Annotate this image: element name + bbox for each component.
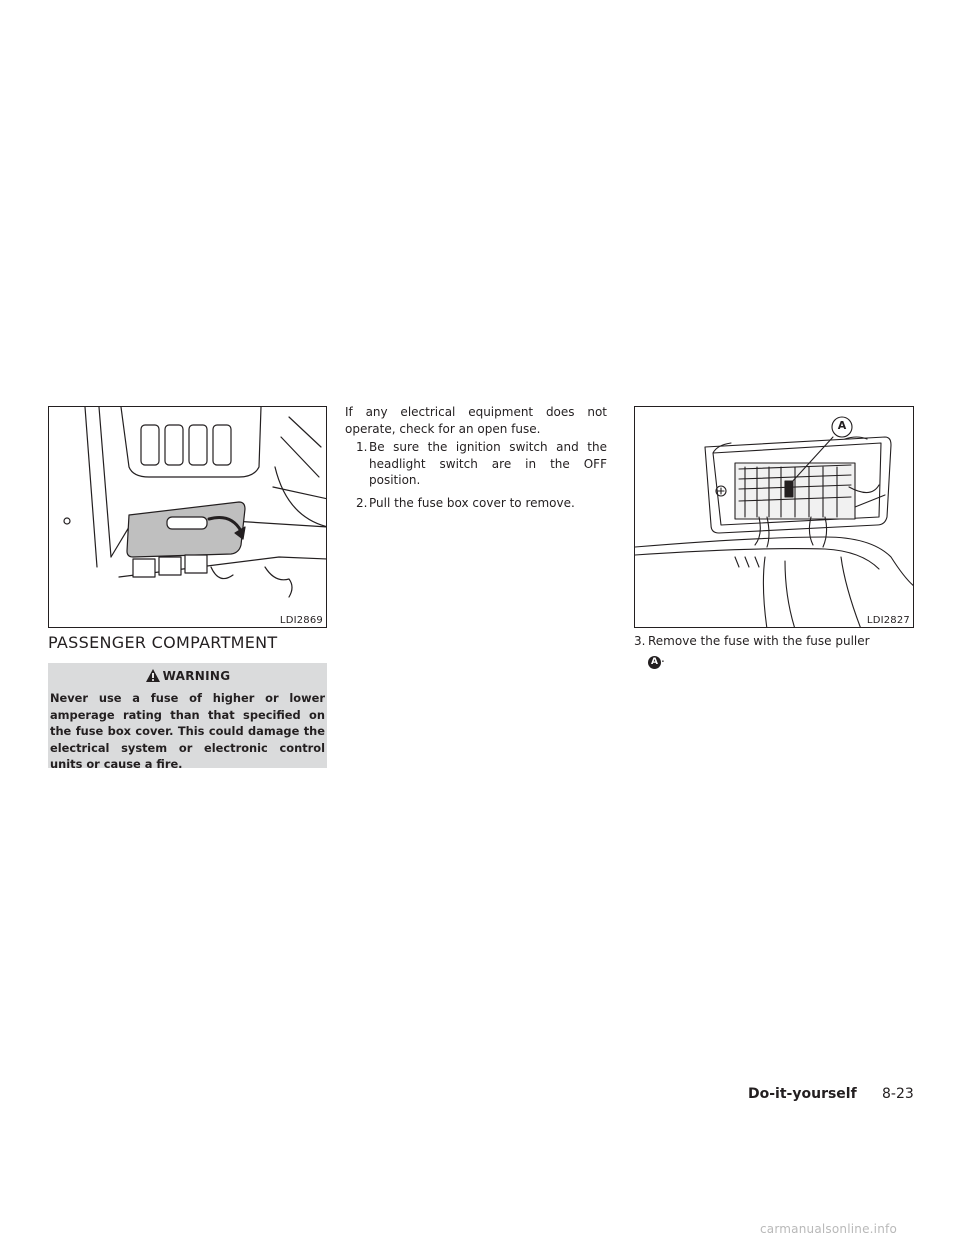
- step-3-number: 3.: [634, 634, 646, 648]
- callout-a-ref: A: [648, 656, 661, 669]
- warning-triangle-icon: [145, 668, 161, 686]
- warning-box: [48, 663, 327, 771]
- footer-section-title: Do-it-yourself: [748, 1086, 857, 1102]
- step-2: [345, 495, 607, 513]
- intro-paragraph: If any electrical equipment does not operate, check for an open fuse.: [345, 405, 607, 436]
- watermark: carmanualsonline.info: [760, 1222, 897, 1236]
- step-1: [345, 439, 607, 489]
- page-number: 8-23: [882, 1086, 914, 1102]
- fuse-cover-illustration: [49, 407, 327, 628]
- step-1-text: Be sure the ignition switch and the headlight switch are in the OFF position.: [369, 440, 607, 487]
- warning-text: Never use a fuse of higher or lower amperage rating than that specified on the fuse box cover. This could damage the electrical system or electronic control units or cause a fire.: [50, 691, 325, 771]
- figure-fuse-box: [634, 406, 914, 628]
- step-2-number: 2.: [356, 496, 368, 510]
- step-2-text: Pull the fuse box cover to remove.: [369, 496, 575, 510]
- fuse-box-illustration: [635, 407, 914, 628]
- step-3: [634, 633, 914, 667]
- step-3-suffix: .: [661, 651, 665, 665]
- figure-code: LDI2827: [866, 615, 910, 626]
- warning-title: WARNING: [162, 669, 231, 683]
- figure-fuse-cover: [48, 406, 327, 628]
- section-heading: PASSENGER COMPARTMENT: [48, 633, 278, 652]
- step-1-number: 1.: [356, 440, 368, 454]
- callout-a: A: [837, 419, 847, 432]
- figure-code: LDI2869: [279, 615, 323, 626]
- step-3-text: Remove the fuse with the fuse puller: [648, 634, 870, 648]
